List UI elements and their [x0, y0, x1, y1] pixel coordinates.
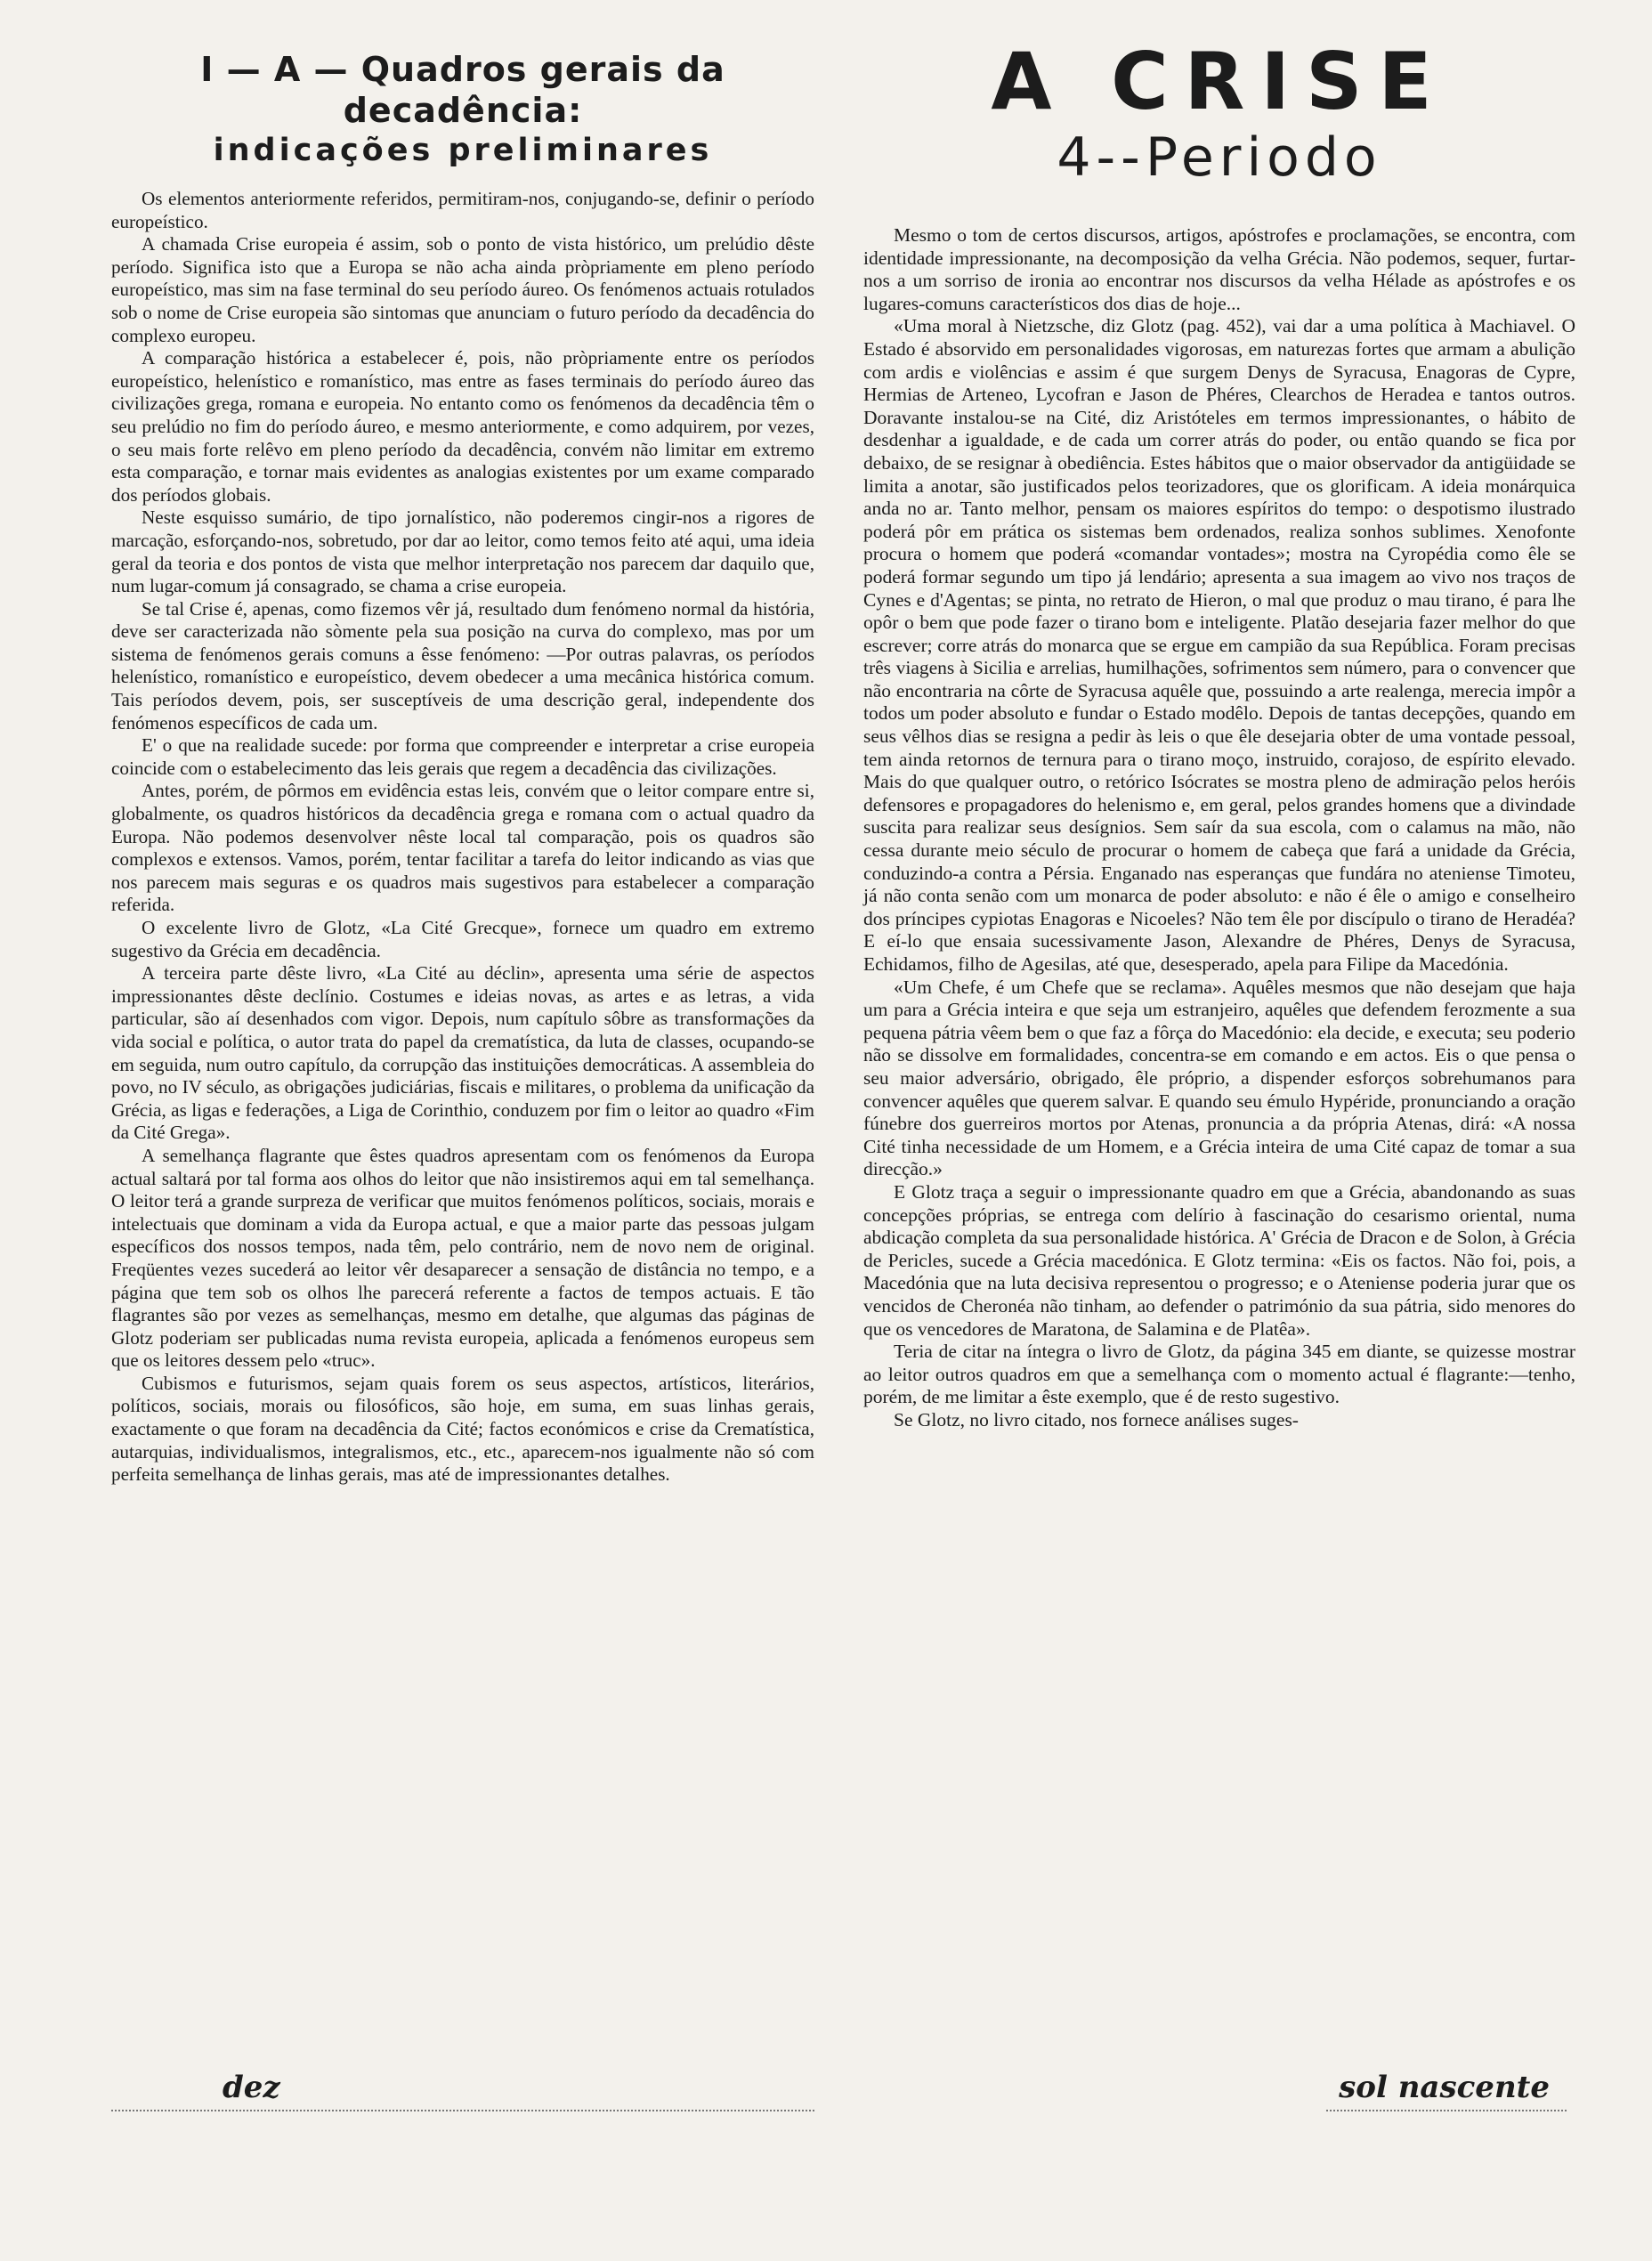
paragraph: Se Glotz, no livro citado, nos fornece análises suges- — [894, 1408, 1299, 1430]
page-label-left: dez — [223, 2070, 280, 2105]
right-column — [863, 0, 1575, 1431]
section-title: I — A — Quadros gerais da decadência: — [200, 50, 725, 130]
paragraph: E Glotz traça a seguir o impressionante quadro em que a Grécia, abandonando as suas concepções próprias, se entrega com delírio à fascinação do cesarismo oriental, numa abdicação completa da sua personalidade histórica. A' Grécia de Dracon e de Solon, à Grécia de Pericles, sucede a Grécia macedónica. E Glotz termina: «Eis os factos. Não foi, pois, a Macedónia que na luta decisiva representou o progresso; e o Ateniense poderia jurar que os vencidos de Cheronéa não tinham, ao defender o património da sua pátria, sido menores do que os vencedores de Maratona, de Salamina e de Platêa». — [863, 1180, 1575, 1340]
paragraph: Os elementos anteriormente referidos, permitiram-nos, conjugando-se, definir o período europeístico. — [111, 188, 814, 232]
paragraph: Cubismos e futurismos, sejam quais forem os seus aspectos, artísticos, literários, políticos, sociais, morais ou filosóficos, são hoje, em suma, em suas linhas gerais, exactamente o que foram na decadência da Cité; factos económicos e crise da Crematística, autarquias, individualismos, integralismos, etc., etc., aparecem-nos igualmente não só com perfeita semelhança de linhas gerais, mas até de impressionantes detalhes. — [111, 1372, 814, 1486]
paragraph: A semelhança flagrante que êstes quadros apresentam com os fenómenos da Europa actual saltará por tal forma aos olhos do leitor que não insistiremos aqui em tal semelhança. O leitor terá a grande surpreza de verificar que muitos fenómenos políticos, sociais, morais e intelectuais que dominam a vida da Europa actual, e que a maior parte das pessoas julgam específicos dos nossos tempos, nada têm, pelo contrário, nem de novo nem de original. Freqüentes vezes sucederá ao leitor vêr desaparecer a sensação de distância no tempo, e a página que tem sob os olhos lhe parecerá referente a factos de tempos actuais. E tão flagrantes são por vezes as semelhanças, mesmo em detalhe, que algumas das páginas de Glotz poderiam ser publicadas numa revista europeia, aplicada a fenómenos europeus sem que os leitores dessem pelo «truc». — [111, 1144, 814, 1372]
paragraph: Neste esquisso sumário, de tipo jornalístico, não poderemos cingir-nos a rigores de marcação, esforçando-nos, sobretudo, por dar ao leitor, como temos feito até aqui, uma ideia geral da teoria e dos pontos de vista que melhor interpretação nos parecem dar daquilo que, num lugar-comum já consagrado, se chama a crise europeia. — [111, 506, 814, 597]
paragraph: E' o que na realidade sucede: por forma que compreender e interpretar a crise europeia coincide com o estabelecimento das leis gerais que regem a decadência das civilizações. — [111, 734, 814, 779]
article-subtitle: 4--Periodo — [1057, 126, 1382, 189]
paragraph: «Um Chefe, é um Chefe que se reclama». Aquêles mesmos que não desejam que haja um para a Grécia inteira e que seja um estranjeiro, aquêles que defendem ferozmente a sua pequena pátria vêem bem o que faz a fôrça do Macedónio: ela decide, e executa; seu poderio não se dissolve em formalidades, concentra-se em comando e em actos. Eis o que pensa o seu maior adversário, obrigado, êle próprio, a dispender esforços sobrehumanos para convencer aquêles que querem salvar. E quando seu émulo Hypéride, pronunciando a oração fúnebre dos guerreiros mortos por Atenas, pronuncia a da própria Atenas, dirá: «A nossa Cité tinha necessidade de um Homem, e a Grécia inteira de uma Cité capaz de tomar a sua direcção.» — [863, 976, 1575, 1180]
paragraph: A chamada Crise europeia é assim, sob o ponto de vista histórico, um prelúdio dêste período. Significa isto que a Europa se não acha ainda pròpriamente em pleno período europeístico, mas sim na fase terminal do seu período áureo. Os fenómenos actuais rotulados sob o nome de Crise europeia são sintomas que anunciam o futuro período da decadência do complexo europeu. — [111, 233, 814, 346]
paragraph: O excelente livro de Glotz, «La Cité Grecque», fornece um quadro em extremo sugestivo da Grécia em decadência. — [111, 917, 814, 961]
left-column — [111, 0, 814, 1487]
paragraph: Antes, porém, de pôrmos em evidência estas leis, convém que o leitor compare entre si, globalmente, os quadros históricos da decadência grega e romana com o actual quadro da Europa. Não podemos desenvolver nêste local tal comparação, pois os quadros são complexos e extensos. Vamos, porém, tentar facilitar a tarefa do leitor indicando as vias que nos parecem mais seguras e os quadros mais sugestivos para estabelecer a comparação referida. — [111, 780, 814, 916]
page-label-right: sol nascente — [1339, 2070, 1550, 2105]
paragraph: A terceira parte dêste livro, «La Cité au déclin», apresenta uma série de aspectos impressionantes dêste declínio. Costumes e ideias novas, as artes e as letras, a vida particular, são aí desenhados com vigor. Depois, num capítulo sôbre as transformações da vida social e política, o autor trata do papel da crematística, da luta de classes, ocupando-se em seguida, num outro capítulo, da corrupção das instituições democráticas. A assembleia do povo, no IV século, as obrigações judiciárias, fiscais e militares, o problema da unificação da Grécia, as ligas e federações, a Liga de Corinthio, conduzem por fim o leitor ao quadro «Fim da Cité Grega». — [111, 962, 814, 1144]
right-article-body — [863, 224, 1575, 1431]
section-subtitle: indicações preliminares — [213, 133, 713, 168]
footer-divider-left — [111, 2110, 814, 2113]
paragraph: Se tal Crise é, apenas, como fizemos vêr já, resultado dum fenómeno normal da história, deve ser caracterizada não sòmente pela sua posição na curva do complexo, mas por um sistema de fenómenos gerais comuns a êsse fenómeno: —Por outras palavras, os períodos helenístico, romanístico e europeístico, devem obedecer a uma mecânica histórica comum. Tais períodos devem, pois, ser susceptíveis de uma descrição geral, independente dos fenómenos específicos de cada um. — [111, 597, 814, 733]
paragraph: Mesmo o tom de certos discursos, artigos, apóstrofes e proclamações, se encontra, com identidade impressionante, na decomposição da velha Grécia. Não podemos, sequer, furtar-nos a um sorriso de ironia ao encontrar nos discursos da velha Hélade as apóstrofes e os lugares-comuns característicos dos dias de hoje... — [863, 224, 1575, 314]
paragraph: A comparação histórica a estabelecer é, pois, não pròpriamente entre os períodos europeístico, helenístico e romanístico, mas entre as fases terminais do período áureo das civilizações grega, romana e europeia. No entanto como os fenómenos da decadência têm o seu prelúdio no fim do período áureo, e mesmo anteriormente, e como adquirem, por vezes, o seu mais forte relêvo em pleno período da decadência, convém não limitar em extremo esta comparação, e tornar mais evidentes as analogias existentes por um exame comparado dos períodos globais. — [111, 347, 814, 506]
left-article-body — [111, 188, 814, 1487]
article-title: A CRISE — [991, 36, 1448, 127]
footer-divider-right — [1326, 2110, 1567, 2113]
paragraph: «Uma moral à Nietzsche, diz Glotz (pag. 452), vai dar a uma política à Machiavel. O Estado é absorvido em personalidades vigorosas, em naturezas fortes que armam a abulição com ardis e violências e assim é que surgem Denys de Syracusa, Enagoras de Cypre, Hermias de Arteneo, Lycofran e Jason de Phéres, Clearchos de Heradea e tantos outros. Doravante instalou-se na Cité, diz Aristóteles em termos impressionantes, o hábito de desdenhar a igualdade, e de cada um correr atrás do poder, ou então quando se fica por debaixo, de se resignar à obediência. Estes hábitos que o maior observador da antigüidade se limita a anotar, são justificados pelos teorizadores, que os glorificam. A ideia monárquica anda no ar. Tanto melhor, pensam os maiores espíritos do tempo: o despotismo ilustrado poderá pôr em prática os sistemas bem ordenados, realiza sonhos sublimes. Xenofonte procura o homem que poderá «comandar vontades»; mostra na Cyropédia como êle se poderá formar segundo um tipo já lendário; apresenta a sua imagem ao vivo nos traços de Cynes e d'Agentas; se pinta, no retrato de Hieron, o mal que produz o mau tirano, é para lhe opôr o bem que pode fazer o tirano bom e inteligente. Platão desejaria fazer melhor do que escrever; corre atrás do monarca que se ergue em campião da sua República. Foram precisas três viagens à Sicilia e arrelias, humilhações, sofrimentos sem número, para o convencer que não encontraria na côrte de Syracusa aquêle que, possuindo a arte realenga, merecia impôr a todos um poder absoluto e fundar o Estado modêlo. Depois de tantas decepções, quando em seus vêlhos dias se resigna a pedir às leis o que êle desejaria obter de uma vontade pessoal, tem ainda retornos de ternura para o tirano moço, instruido, corajoso, de espírito elevado. Mais do que qualquer outro, o retórico Isócrates se mostra pleno de admiração pelos heróis defensores e propagadores do helenismo e, em geral, pelos grandes homens que a divindade suscita para realizar seus desígnios. Sem saír da sua escola, com o calamus na mão, não cessa durante meio século de procurar o homem de cabeça que fará a unidade da Grécia, conduzindo-a contra a Pérsia. Enganado nas esperanças que fundára no ateniense Timoteu, já não conta senão com um monarca de poder absoluto: e não é êle o amigo e conselheiro dos príncipes cypiotas Enagoras e Nicoeles? Não tem êle por discípulo o tirano de Heradéa? E eí-lo que ensaia sucessivamente Jason, Alexandre de Phéres, Denys de Syracusa, Echidamos, filho de Agesilas, até que, desesperado, apela para Filipe da Macedónia. — [863, 315, 1575, 975]
paragraph: Teria de citar na íntegra o livro de Glotz, da página 345 em diante, se quizesse mostrar ao leitor outros quadros em que a semelhança com o momento actual é flagrante:—tenho, porém, de me limitar a êste exemplo, que é de resto sugestivo. — [863, 1341, 1575, 1408]
